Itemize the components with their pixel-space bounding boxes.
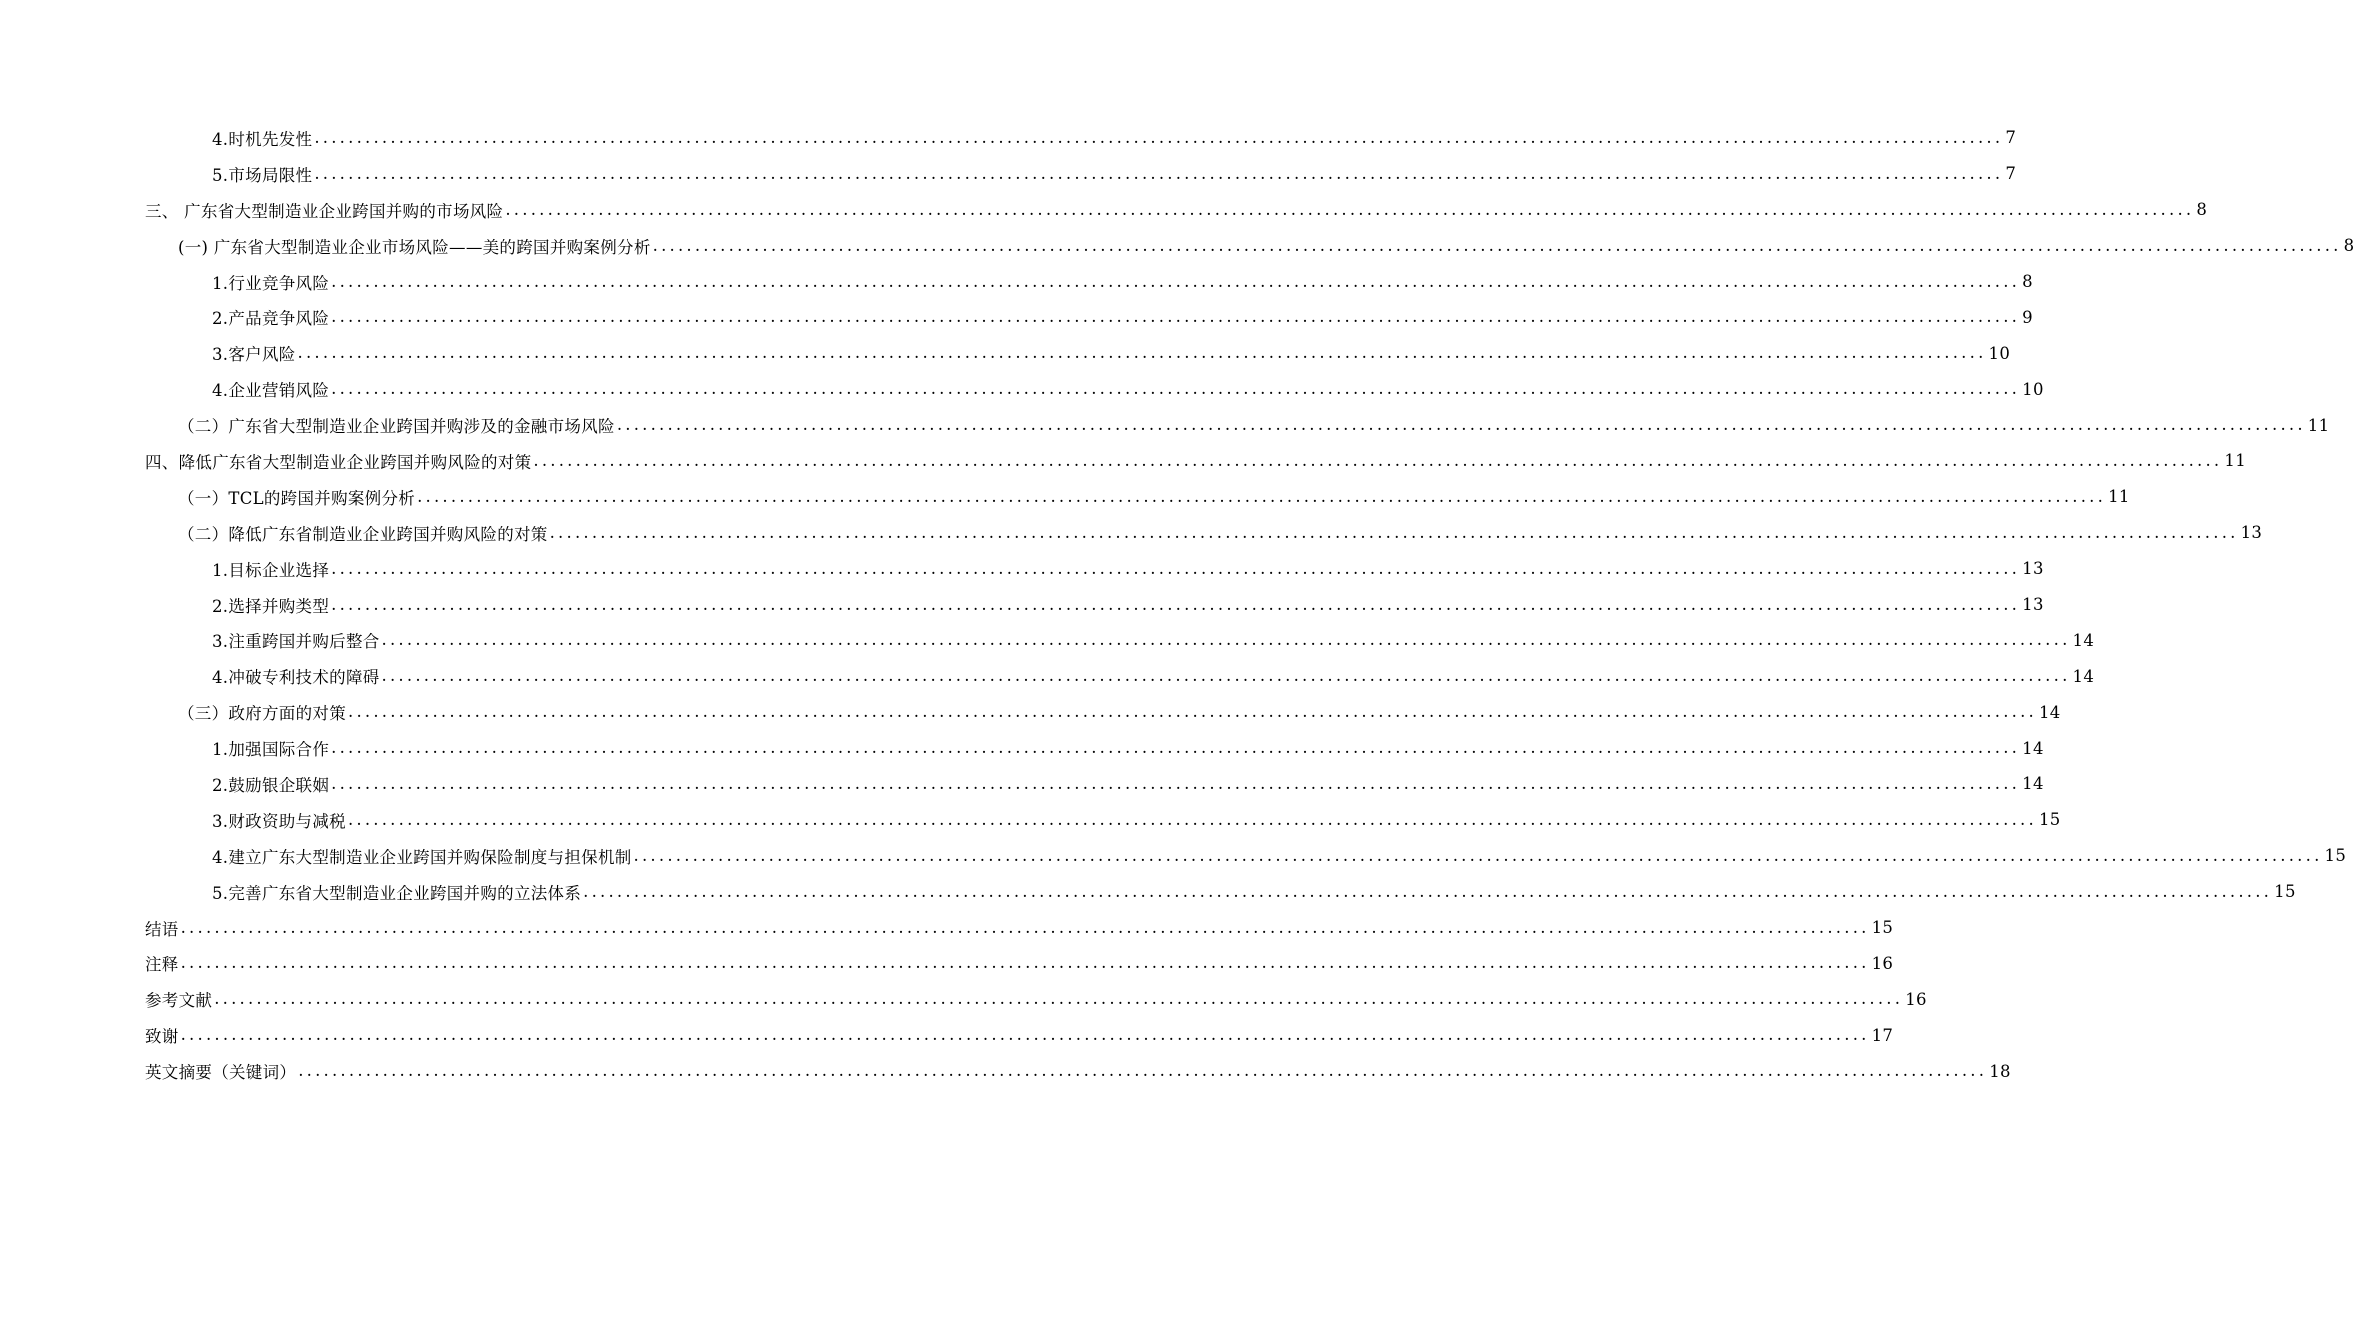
toc-entry[interactable] (212, 551, 2044, 587)
toc-entry-line (145, 449, 2246, 473)
toc-entry-page-number: 14 (2022, 774, 2044, 794)
toc-entry-line (212, 808, 2061, 832)
toc-entry-label: 4.企业营销风险 (212, 381, 330, 401)
toc-entry-line (212, 772, 2044, 796)
toc-entry-line (178, 485, 2130, 509)
toc-entry-label: 1.加强国际合作 (212, 740, 330, 760)
toc-entry-line (212, 880, 2296, 904)
toc-entry-label: 注释 (145, 955, 179, 975)
toc-entry-line (145, 951, 1894, 975)
toc-entry-label: （一）TCL的跨国并购案例分析 (178, 488, 416, 508)
toc-entry-page-number: 7 (2005, 164, 2017, 184)
toc-entry[interactable] (212, 766, 2044, 802)
dot-leader: ........................................................................................................................................................................................................ (297, 343, 1987, 363)
toc-entry-label: (一) 广东省大型制造业企业市场风险——美的跨国并购案例分析 (178, 237, 651, 257)
dot-leader: ........................................................................................................................................................................................................ (533, 450, 2223, 470)
dot-leader: ........................................................................................................................................................................................................ (331, 271, 2021, 291)
dot-leader: ........................................................................................................................................................................................................ (331, 307, 2021, 327)
dot-leader: ........................................................................................................................................................................................................ (381, 630, 2071, 650)
toc-entry-page-number: 11 (2224, 451, 2246, 471)
toc-entry-page-number: 15 (2324, 846, 2347, 866)
toc-entry-line (145, 198, 2208, 222)
toc-entry[interactable] (178, 479, 2130, 515)
toc-entry[interactable] (212, 335, 2011, 371)
dot-leader: ........................................................................................................................................................................................................ (652, 235, 2342, 255)
dot-leader: ........................................................................................................................................................................................................ (331, 379, 2021, 399)
toc-entry-label: 2.产品竞争风险 (212, 309, 330, 329)
toc-entry-label: 参考文献 (145, 991, 213, 1011)
toc-entry-page-number: 11 (2307, 415, 2330, 435)
toc-entry[interactable] (212, 264, 2033, 300)
toc-entry-page-number: 8 (2196, 200, 2208, 220)
toc-entry-line (178, 413, 2330, 437)
toc-entry-line (212, 126, 2017, 150)
dot-leader: ........................................................................................................................................................................................................ (180, 917, 1870, 937)
toc-entry-label: （二）降低广东省制造业企业跨国并购风险的对策 (178, 524, 548, 544)
dot-leader: ........................................................................................................................................................................................................ (549, 522, 2239, 542)
toc-entry-page-number: 14 (2072, 630, 2095, 650)
toc-entry-line (212, 844, 2347, 868)
toc-entry-label: 4.建立广东大型制造业企业跨国并购保险制度与担保机制 (212, 847, 632, 867)
toc-entry-label: 四、降低广东省大型制造业企业跨国并购风险的对策 (145, 452, 532, 472)
toc-entry-page-number: 11 (2108, 487, 2130, 507)
toc-entry-page-number: 10 (1988, 343, 2011, 363)
toc-entry-line (145, 1023, 1894, 1047)
toc-entry-line (145, 1059, 2011, 1083)
toc-entry[interactable] (145, 1017, 1894, 1053)
toc-entry-page-number: 10 (2022, 379, 2044, 399)
toc-entry-page-number: 14 (2022, 738, 2044, 758)
dot-leader: ........................................................................................................................................................................................................ (298, 1061, 1988, 1081)
table-of-contents (0, 120, 2354, 1089)
toc-entry-label: （二）广东省大型制造业企业跨国并购涉及的金融市场风险 (178, 417, 615, 437)
toc-entry-page-number: 7 (2005, 128, 2017, 148)
toc-entry-page-number: 16 (1871, 953, 1894, 973)
toc-entry[interactable] (178, 407, 2330, 443)
toc-entry-line (145, 987, 1927, 1011)
toc-entry[interactable] (212, 838, 2347, 874)
toc-entry-page-number: 8 (2022, 272, 2033, 291)
toc-entry-line (212, 270, 2033, 294)
toc-entry-line (212, 341, 2011, 365)
dot-leader: ........................................................................................................................................................................................................ (214, 989, 1904, 1009)
toc-entry-label: 1.目标企业选择 (212, 560, 330, 580)
toc-entry[interactable] (178, 228, 2354, 264)
dot-leader: ........................................................................................................................................................................................................ (347, 809, 2037, 829)
dot-leader: ........................................................................................................................................................................................................ (348, 702, 2037, 722)
dot-leader: ........................................................................................................................................................................................................ (314, 163, 2004, 183)
toc-entry[interactable] (145, 443, 2246, 479)
toc-entry-label: 5.市场局限性 (212, 165, 313, 185)
toc-entry[interactable] (212, 658, 2095, 694)
toc-entry-line (145, 916, 1894, 940)
toc-entry[interactable] (212, 802, 2061, 838)
toc-entry-label: 结语 (145, 919, 179, 939)
toc-entry-label: 致谢 (145, 1027, 179, 1047)
toc-entry-page-number: 8 (2343, 236, 2354, 256)
dot-leader: ........................................................................................................................................................................................................ (314, 127, 2004, 147)
toc-entry[interactable] (145, 192, 2208, 228)
toc-entry-label: 4.冲破专利技术的障碍 (212, 668, 380, 688)
dot-leader: ........................................................................................................................................................................................................ (180, 953, 1870, 973)
toc-entry-page-number: 15 (2038, 810, 2061, 830)
toc-entry-page-number: 13 (2240, 523, 2263, 543)
toc-entry-line (212, 664, 2095, 688)
toc-entry[interactable] (145, 945, 1894, 981)
toc-entry-page-number: 16 (1905, 989, 1927, 1009)
toc-entry-label: 三、 广东省大型制造业企业跨国并购的市场风险 (145, 201, 504, 221)
dot-leader: ........................................................................................................................................................................................................ (583, 881, 2273, 901)
toc-entry-page-number: 15 (1871, 918, 1894, 938)
toc-entry[interactable] (212, 730, 2044, 766)
toc-entry-label: 4.时机先发性 (212, 129, 313, 149)
toc-entry[interactable] (212, 587, 2044, 623)
toc-entry-page-number: 9 (2022, 307, 2033, 327)
toc-entry[interactable] (145, 981, 1927, 1017)
toc-entry[interactable] (145, 910, 1894, 946)
toc-entry[interactable] (212, 299, 2033, 335)
toc-entry-line (178, 521, 2263, 545)
dot-leader: ........................................................................................................................................................................................................ (633, 845, 2323, 865)
dot-leader: ........................................................................................................................................................................................................ (616, 415, 2306, 435)
toc-entry-label: （三）政府方面的对策 (178, 704, 346, 724)
toc-entry-label: 3.客户风险 (212, 345, 296, 365)
dot-leader: ........................................................................................................................................................................................................ (180, 1025, 1870, 1045)
toc-entry-label: 3.注重跨国并购后整合 (212, 632, 380, 652)
toc-entry-page-number: 14 (2038, 702, 2061, 722)
toc-entry-line (212, 377, 2044, 401)
toc-entry-page-number: 18 (1989, 1061, 2011, 1081)
toc-entry-line (212, 305, 2033, 329)
toc-entry[interactable] (145, 1053, 2011, 1089)
toc-entry[interactable] (178, 694, 2061, 730)
toc-entry-page-number: 14 (2072, 666, 2095, 686)
dot-leader: ........................................................................................................................................................................................................ (505, 199, 2195, 219)
toc-entry-label: 1.行业竞争风险 (212, 273, 330, 293)
dot-leader: ........................................................................................................................................................................................................ (331, 594, 2021, 614)
toc-entry-line (212, 736, 2044, 760)
toc-entry[interactable] (212, 874, 2296, 910)
toc-entry-line (178, 234, 2354, 258)
toc-entry-line (178, 700, 2061, 724)
toc-entry-label: 5.完善广东省大型制造业企业跨国并购的立法体系 (212, 883, 582, 903)
toc-entry-label: 3.财政资助与减税 (212, 811, 346, 831)
toc-entry-page-number: 13 (2022, 559, 2044, 579)
toc-entry-page-number: 17 (1871, 1025, 1894, 1045)
dot-leader: ........................................................................................................................................................................................................ (381, 666, 2071, 686)
toc-entry[interactable] (178, 515, 2263, 551)
toc-entry-page-number: 13 (2022, 595, 2044, 615)
toc-entry[interactable] (212, 156, 2017, 192)
toc-entry-label: 2.选择并购类型 (212, 596, 330, 616)
toc-entry-line (212, 162, 2017, 186)
toc-entry[interactable] (212, 622, 2095, 658)
dot-leader: ........................................................................................................................................................................................................ (331, 773, 2021, 793)
dot-leader: ........................................................................................................................................................................................................ (331, 558, 2021, 578)
toc-entry[interactable] (212, 371, 2044, 407)
toc-entry-line (212, 628, 2095, 652)
toc-entry-line (212, 593, 2044, 617)
dot-leader: ........................................................................................................................................................................................................ (417, 486, 2107, 506)
dot-leader: ........................................................................................................................................................................................................ (331, 738, 2021, 758)
toc-entry-line (212, 557, 2044, 581)
toc-entry-page-number: 15 (2274, 882, 2296, 902)
toc-entry[interactable] (212, 120, 2017, 156)
toc-entry-label: 2.鼓励银企联姻 (212, 775, 330, 795)
toc-entry-label: 英文摘要（关键词） (145, 1063, 297, 1083)
